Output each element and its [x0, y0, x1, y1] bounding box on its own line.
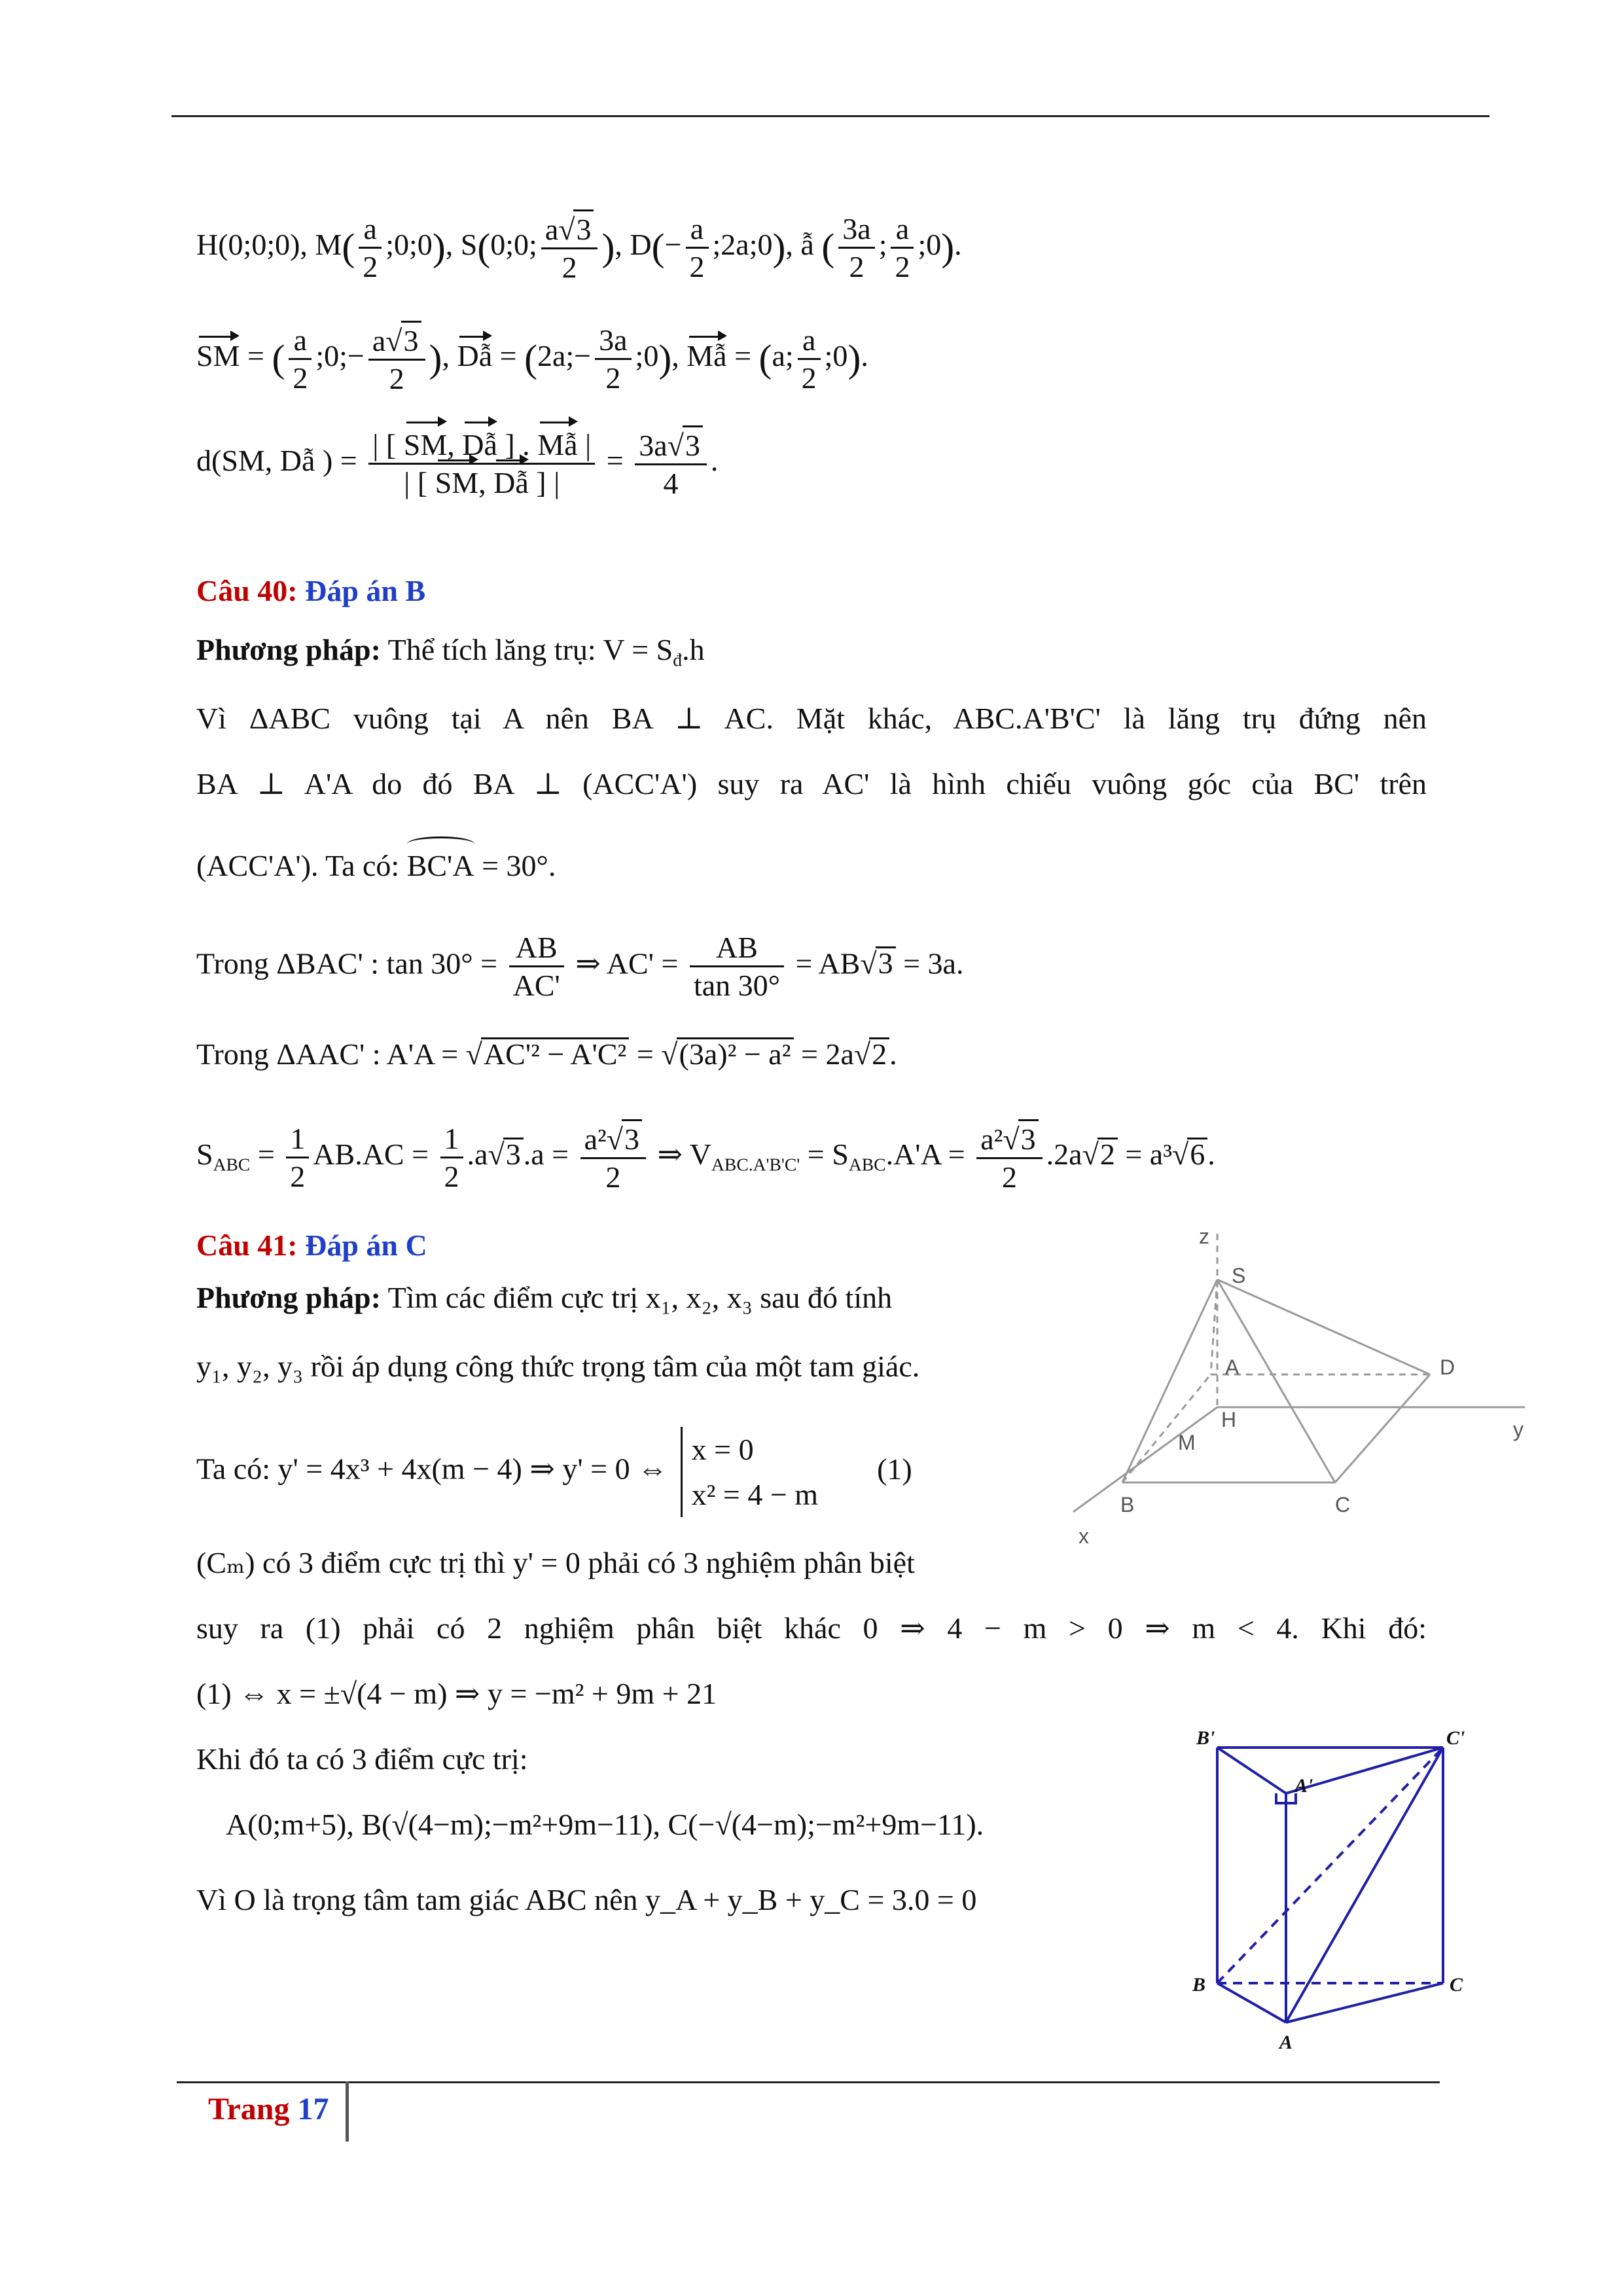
q40-line2: BA ⊥ A'A do đó BA ⊥ (ACC'A') suy ra AC' là hình chiếu vuông góc của BC' trên	[196, 767, 1427, 800]
footer-rule	[177, 2081, 1440, 2083]
q40-line3: (ACC'A'). Ta có: BC'A = 30°.	[196, 849, 556, 882]
label-S: S	[1232, 1264, 1246, 1287]
q41-line9: Vì O là trọng tâm tam giác ABC nên y_A + y_B + y_C = 3.0 = 0	[196, 1883, 977, 1916]
q41-heading: Câu 41: Đáp án C	[196, 1229, 427, 1262]
q40-answer: Đáp án B	[305, 574, 426, 607]
x-axis	[1073, 1407, 1217, 1512]
q41-line3: Ta có: y' = 4x³ + 4x(m − 4) ⇒ y' = 0 ⇔ x = 0 x² = 4 − m(1)	[196, 1427, 912, 1517]
q40-line6: $S_{ABC}$ = $\frac{1}{2}$ AB.AC = $\frac{1}{2}$ .a√3.a = $\frac{\text{a²√3}}{2}$ ⇒ $V_{ABC.A'B'C'} = S_{ABC}.A'A$ = $\frac{\text{a²√3}}{2}$ .2a√2 = a³√6.	[196, 1119, 1215, 1195]
label-y: y	[1513, 1418, 1524, 1441]
q41-line5: suy ra (1) phải có 2 nghiệm phân biệt khác 0 ⇒ 4 − m > 0 ⇒ m < 4. Khi đó:	[196, 1611, 1427, 1645]
label-C: C	[1335, 1493, 1351, 1516]
q41-line8: A(0;m+5), B(√(4−m);−m²+9m−11), C(−√(4−m);−m²+9m−11).	[226, 1808, 984, 1841]
label-H: H	[1221, 1408, 1237, 1431]
label-Cp: C'	[1446, 1727, 1465, 1749]
equation-distance: d(SM, Dẫ ) = $\frac{\text{| [ SM, Dẫ ] . Mẫ |}}{\text{| [ SM, Dẫ ] |}}$ = $\frac{3a√3}{4}$ .	[196, 425, 718, 501]
pyramid-figure	[1047, 1211, 1544, 1551]
edge-SA	[1211, 1280, 1217, 1374]
footer-divider	[346, 2081, 349, 2142]
q41-method: Phương pháp: Tìm các điểm cực trị x₁, x₂, x₃ sau đó tính	[196, 1281, 893, 1314]
q40-method: Phương pháp: Thể tích lăng trụ: $V = S_đ.h$	[196, 633, 705, 670]
label-x: x	[1079, 1524, 1089, 1548]
q40-line4: Trong ΔBAC' : tan 30° = $\frac{AB}{AC'}$ ⇒ AC' = $\frac{AB}{\tan 30^\circ}$ = AB√3 = 3a.	[196, 931, 964, 1003]
q41-answer: Đáp án C	[305, 1229, 427, 1262]
equation-vectors: SM = ( $\frac{a}{2}$ ;0;− $\frac{a√3}{2}$ ), Dẫ = (2a;− $\frac{3a}{2}$ ;0), Mẫ = (a; $\frac{a}{2}$ ;0).	[196, 321, 868, 397]
edge-SC	[1217, 1280, 1335, 1482]
label-C2: C	[1450, 1974, 1463, 1996]
label-M: M	[1178, 1431, 1196, 1454]
q41-line6: (1) ⇔ x = ±√(4 − m) ⇒ y = −m² + 9m + 21	[196, 1677, 717, 1710]
label-Ap: A'	[1294, 1775, 1313, 1797]
header-rule	[171, 115, 1489, 117]
label-Bp: B'	[1196, 1727, 1215, 1749]
q41-line2: y₁, y₂, y₃ rồi áp dụng công thức trọng tâm của một tam giác.	[196, 1350, 920, 1383]
q40-line5: Trong ΔAAC' : A'A = √AC'² − A'C² = √(3a)² − a² = 2a√2.	[196, 1037, 897, 1071]
edge-CD	[1335, 1374, 1430, 1482]
label-B2: B	[1192, 1974, 1206, 1996]
label-z: z	[1199, 1225, 1209, 1248]
q40-heading: Câu 40: Đáp án B	[196, 574, 426, 607]
label-A: A	[1225, 1355, 1240, 1379]
q41-line7: Khi đó ta có 3 điểm cực trị:	[196, 1742, 528, 1776]
label-D: D	[1440, 1355, 1455, 1379]
label-B: B	[1120, 1493, 1135, 1516]
prism-figure	[1178, 1721, 1492, 2062]
page-number: Trang 17	[208, 2092, 329, 2126]
q41-line4: (Cₘ) có 3 điểm cực trị thì y' = 0 phải có 3 nghiệm phân biệt	[196, 1546, 915, 1579]
label-A2: A	[1279, 2032, 1293, 2053]
edge-SB	[1122, 1280, 1217, 1482]
q40-line1: Vì ΔABC vuông tại A nên BA ⊥ AC. Mặt khác, ABC.A'B'C' là lăng trụ đứng nên	[196, 702, 1427, 735]
edge-SD	[1217, 1280, 1430, 1374]
equation-coordinates: H(0;0;0), M( $\frac{a}{2}$ ;0;0), S(0;0; $\frac{a√3}{2}$ ), D(− $\frac{a}{2}$ ;2a;0), ẫ ( $\frac{3a}{2}$ ; $\frac{a}{2}$ ;0).	[196, 209, 962, 285]
